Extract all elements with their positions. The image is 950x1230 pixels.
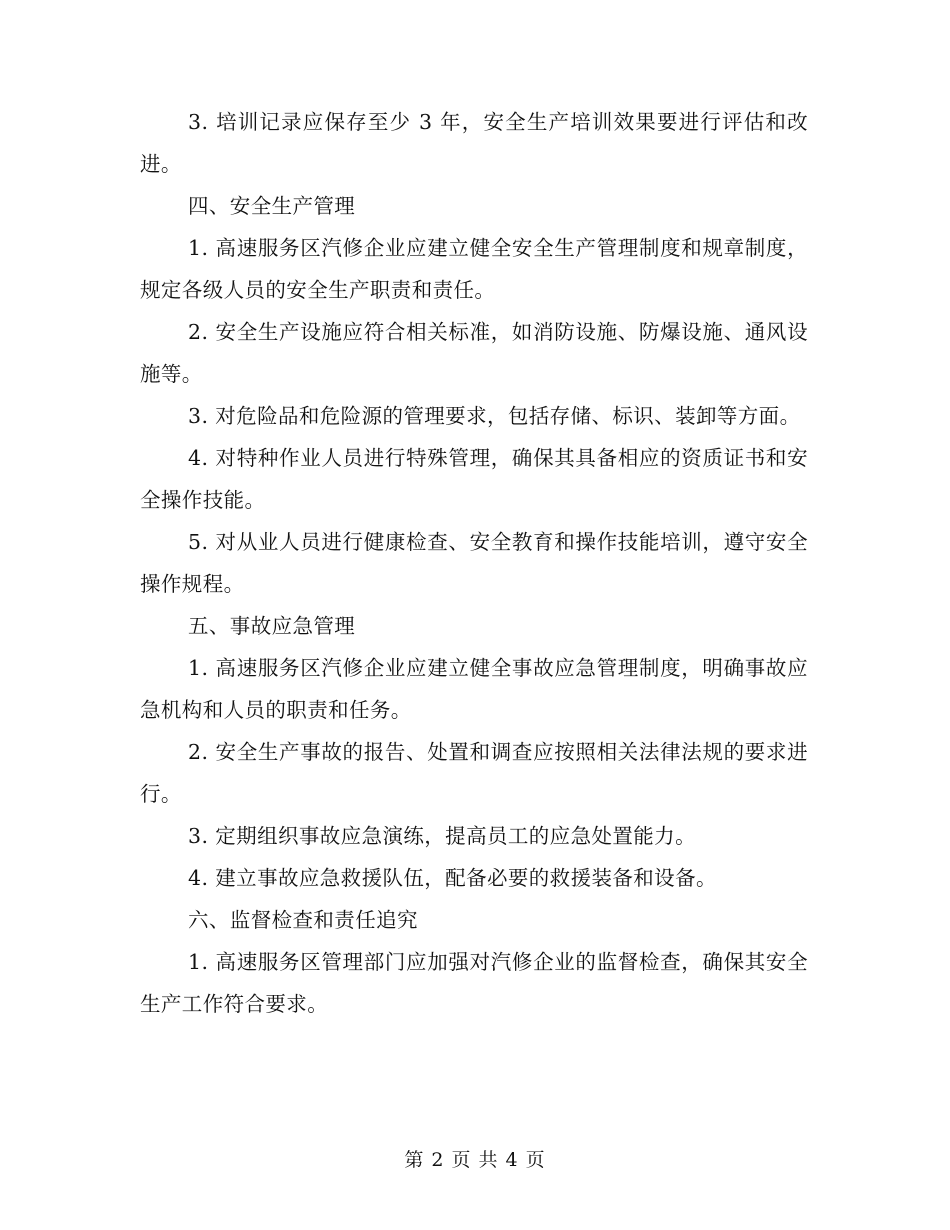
section-heading-supervision: 六、监督检查和责任追究 bbox=[188, 908, 418, 932]
paragraph-management-system: 1. 高速服务区汽修企业应建立健全安全生产管理制度和规章制度，规定各级人员的安全生产职责和责任。 bbox=[140, 236, 808, 302]
paragraph-employee-health: 5. 对从业人员进行健康检查、安全教育和操作技能培训，遵守安全操作规程。 bbox=[140, 530, 808, 596]
paragraph-special-operators: 4. 对特种作业人员进行特殊管理，确保其具备相应的资质证书和安全操作技能。 bbox=[140, 446, 808, 512]
paragraph-rescue-team: 4. 建立事故应急救援队伍，配备必要的救援装备和设备。 bbox=[188, 866, 717, 890]
page-number-footer: 第 2 页 共 4 页 bbox=[404, 1149, 546, 1171]
paragraph-training-records: 3. 培训记录应保存至少 3 年，安全生产培训效果要进行评估和改进。 bbox=[140, 110, 808, 176]
paragraph-emergency-system: 1. 高速服务区汽修企业应建立健全事故应急管理制度，明确事故应急机构和人员的职责和任务。 bbox=[140, 656, 808, 722]
paragraph-emergency-drills: 3. 定期组织事故应急演练，提高员工的应急处置能力。 bbox=[188, 824, 696, 848]
document-body bbox=[140, 101, 808, 1025]
section-heading-emergency-management: 五、事故应急管理 bbox=[188, 614, 356, 638]
paragraph-accident-reporting: 2. 安全生产事故的报告、处置和调查应按照相关法律法规的要求进行。 bbox=[140, 740, 808, 806]
paragraph-safety-facilities: 2. 安全生产设施应符合相关标准，如消防设施、防爆设施、通风设施等。 bbox=[140, 320, 808, 386]
section-heading-safety-management: 四、安全生产管理 bbox=[188, 194, 356, 218]
paragraph-hazard-management: 3. 对危险品和危险源的管理要求，包括存储、标识、装卸等方面。 bbox=[188, 404, 801, 428]
paragraph-supervision-inspection: 1. 高速服务区管理部门应加强对汽修企业的监督检查，确保其安全生产工作符合要求。 bbox=[140, 950, 808, 1016]
